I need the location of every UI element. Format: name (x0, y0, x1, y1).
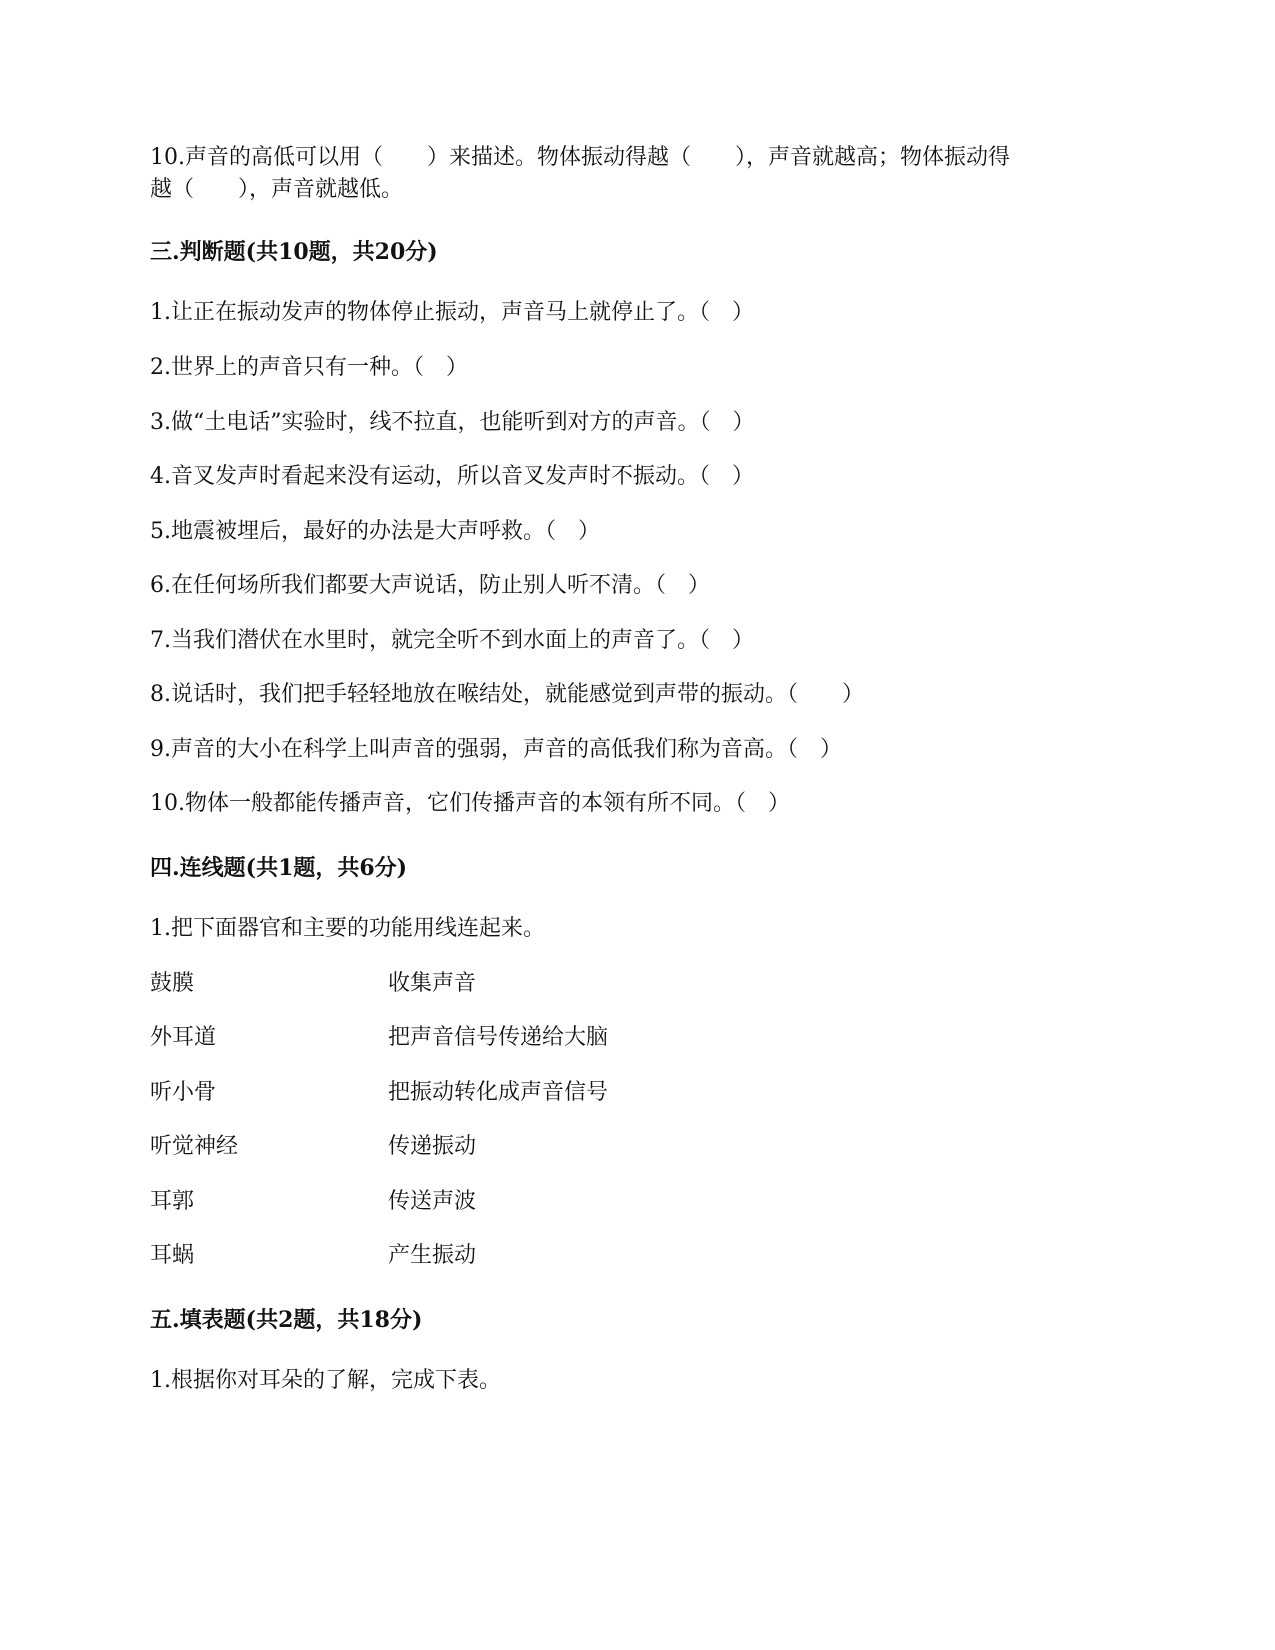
judge-question-3: 3.做“土电话”实验时，线不拉直，也能听到对方的声音。（ ） (150, 410, 755, 435)
judge-question-7: 7.当我们潜伏在水里时，就完全听不到水面上的声音了。（ ） (150, 628, 754, 653)
judge-question-1: 1.让正在振动发声的物体停止振动，声音马上就停止了。（ ） (150, 300, 754, 325)
match-left-item: 耳郭 (150, 1189, 195, 1214)
match-question-1: 1.把下面器官和主要的功能用线连起来。 (150, 916, 545, 941)
section-5-title: 五.填表题(共2题，共18分) (150, 1307, 423, 1333)
fill-question-10-line-1: 10.声音的高低可以用（ ）来描述。物体振动得越（ ），声音就越高；物体振动得 (150, 145, 1010, 170)
judge-question-2: 2.世界上的声音只有一种。（ ） (150, 355, 468, 380)
match-left-item: 鼓膜 (150, 971, 195, 996)
judge-question-9: 9.声音的大小在科学上叫声音的强弱，声音的高低我们称为音高。（ ） (150, 737, 842, 762)
match-left-item: 外耳道 (150, 1025, 217, 1050)
table-question-1: 1.根据你对耳朵的了解，完成下表。 (150, 1368, 501, 1393)
fill-question-10-line-2: 越（ ），声音就越低。 (150, 177, 404, 202)
match-right-item: 产生振动 (388, 1243, 477, 1268)
match-right-item: 传递振动 (388, 1134, 477, 1159)
judge-question-6: 6.在任何场所我们都要大声说话，防止别人听不清。（ ） (150, 573, 710, 598)
match-left-item: 耳蜗 (150, 1243, 195, 1268)
judge-question-8: 8.说话时，我们把手轻轻地放在喉结处，就能感觉到声带的振动。（ ） (150, 682, 864, 707)
section-3-title: 三.判断题(共10题，共20分) (150, 239, 438, 265)
match-left-item: 听觉神经 (150, 1134, 239, 1159)
judge-question-5: 5.地震被埋后，最好的办法是大声呼救。（ ） (150, 519, 600, 544)
match-right-item: 把声音信号传递给大脑 (388, 1025, 609, 1050)
match-right-item: 把振动转化成声音信号 (388, 1080, 609, 1105)
match-left-item: 听小骨 (150, 1080, 217, 1105)
match-right-item: 收集声音 (388, 971, 477, 996)
judge-question-10: 10.物体一般都能传播声音，它们传播声音的本领有所不同。（ ） (150, 791, 790, 816)
judge-question-4: 4.音叉发声时看起来没有运动，所以音叉发声时不振动。（ ） (150, 464, 754, 489)
section-4-title: 四.连线题(共1题，共6分) (150, 855, 408, 881)
match-right-item: 传送声波 (388, 1189, 477, 1214)
